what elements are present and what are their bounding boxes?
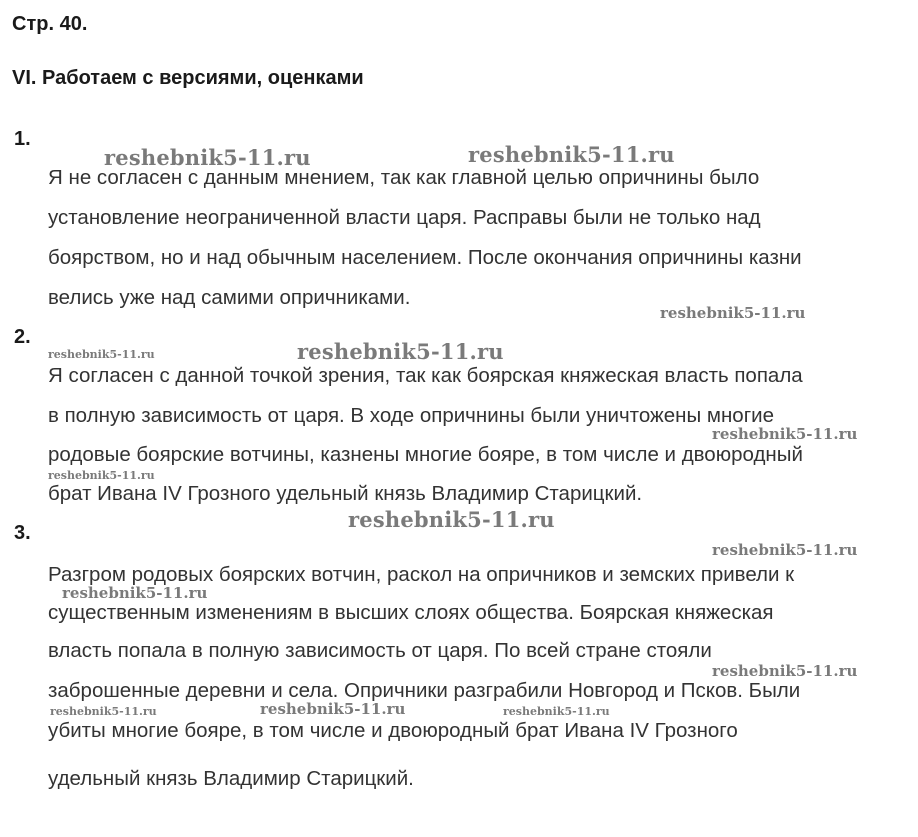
answer-2-line: брат Ивана IV Грозного удельный князь Владимир Старицкий. [48,482,643,505]
answer-2-number: 2. [14,326,31,348]
answer-1-line: установление неограниченной власти царя. Расправы были не только над [48,206,761,229]
watermark: reshebnik5-11.ru [503,705,610,718]
page-label: Стр. 40. [12,13,88,35]
watermark: reshebnik5-11.ru [712,662,858,680]
watermark: reshebnik5-11.ru [62,584,208,602]
answer-1-line: Я не согласен с данным мнением, так как главной целью опричнины было [48,166,760,189]
watermark: reshebnik5-11.ru [50,705,157,718]
answer-2-line: Я согласен с данной точкой зрения, так как боярская княжеская власть попала [48,364,803,387]
watermark: reshebnik5-11.ru [297,339,504,364]
answer-3-line: власть попала в полную зависимость от царя. По всей стране стояли [48,639,712,662]
answer-1-number: 1. [14,128,31,150]
answer-2-line: родовые боярские вотчины, казнены многие бояре, в том числе и двоюродный [48,443,803,466]
watermark: reshebnik5-11.ru [348,507,555,532]
answer-3-line: удельный князь Владимир Старицкий. [48,767,414,790]
answer-3-line: убиты многие бояре, в том числе и двоюродный брат Ивана IV Грозного [48,719,738,742]
answer-1-line: велись уже над самими опричниками. [48,286,411,309]
watermark: reshebnik5-11.ru [712,425,858,443]
watermark: reshebnik5-11.ru [260,700,406,718]
watermark: reshebnik5-11.ru [468,142,675,167]
answer-3-line: заброшенные деревни и села. Опричники разграбили Новгород и Псков. Были [48,679,801,702]
answer-1-line: боярством, но и над обычным населением. После окончания опричнины казни [48,246,802,269]
answer-2-line: в полную зависимость от царя. В ходе опричнины были уничтожены многие [48,404,775,427]
watermark: reshebnik5-11.ru [104,145,311,170]
answer-3-line: Разгром родовых боярских вотчин, раскол на опричников и земских привели к [48,563,795,586]
watermark: reshebnik5-11.ru [48,348,155,361]
watermark: reshebnik5-11.ru [48,469,155,482]
watermark: reshebnik5-11.ru [660,304,806,322]
answer-3-line: существенным изменениям в высших слоях общества. Боярская княжеская [48,601,774,624]
watermark: reshebnik5-11.ru [712,541,858,559]
section-title: VI. Работаем с версиями, оценками [12,67,364,89]
answer-3-number: 3. [14,522,31,544]
